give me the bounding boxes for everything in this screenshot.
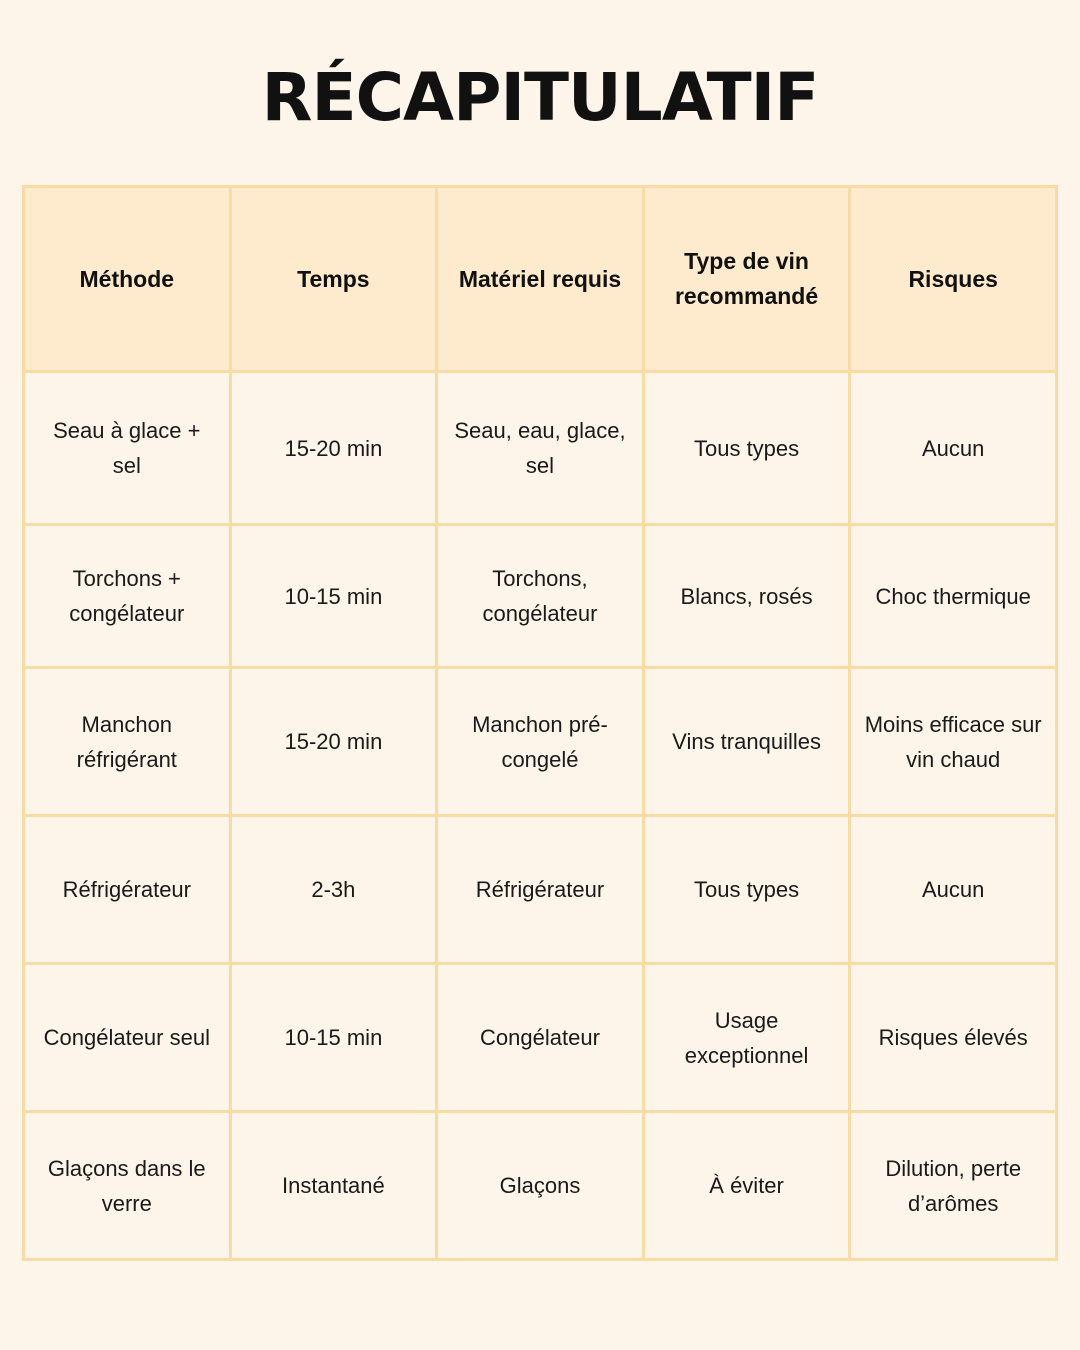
cell-temps: 15-20 min: [230, 372, 437, 525]
table-row: [24, 816, 1057, 964]
cell-materiel: Manchon pré-congelé: [437, 668, 644, 816]
header-temps: Temps: [230, 187, 437, 372]
cell-risques: Moins efficace sur vin chaud: [850, 668, 1057, 816]
cell-type-de-vin: Tous types: [643, 816, 850, 964]
table-row: [24, 1112, 1057, 1260]
cell-type-de-vin: Vins tranquilles: [643, 668, 850, 816]
cell-materiel: Torchons, congélateur: [437, 525, 644, 668]
cell-methode: Réfrigérateur: [24, 816, 231, 964]
cell-risques: Aucun: [850, 816, 1057, 964]
cell-temps: 2-3h: [230, 816, 437, 964]
summary-table: [22, 185, 1058, 1261]
cell-type-de-vin: Tous types: [643, 372, 850, 525]
cell-materiel: Congélateur: [437, 964, 644, 1112]
cell-methode: Glaçons dans le verre: [24, 1112, 231, 1260]
cell-methode: Seau à glace + sel: [24, 372, 231, 525]
cell-materiel: Glaçons: [437, 1112, 644, 1260]
cell-temps: 10-15 min: [230, 964, 437, 1112]
cell-type-de-vin: Blancs, rosés: [643, 525, 850, 668]
header-materiel: Matériel requis: [437, 187, 644, 372]
table-row: [24, 372, 1057, 525]
cell-materiel: Seau, eau, glace, sel: [437, 372, 644, 525]
cell-methode: Torchons + congélateur: [24, 525, 231, 668]
cell-risques: Choc thermique: [850, 525, 1057, 668]
cell-methode: Congélateur seul: [24, 964, 231, 1112]
header-row: [24, 187, 1057, 372]
cell-materiel: Réfrigérateur: [437, 816, 644, 964]
table-row: [24, 668, 1057, 816]
cell-temps: 15-20 min: [230, 668, 437, 816]
header-methode: Méthode: [24, 187, 231, 372]
cell-temps: 10-15 min: [230, 525, 437, 668]
cell-methode: Manchon réfrigérant: [24, 668, 231, 816]
cell-risques: Dilution, perte d’arômes: [850, 1112, 1057, 1260]
table-row: [24, 964, 1057, 1112]
cell-temps: Instantané: [230, 1112, 437, 1260]
cell-risques: Aucun: [850, 372, 1057, 525]
cell-type-de-vin: Usage exceptionnel: [643, 964, 850, 1112]
page-title: RÉCAPITULATIF: [261, 59, 819, 136]
header-risques: Risques: [850, 187, 1057, 372]
cell-risques: Risques élevés: [850, 964, 1057, 1112]
header-type-de-vin: Type de vin recommandé: [643, 187, 850, 372]
table-row: [24, 525, 1057, 668]
cell-type-de-vin: À éviter: [643, 1112, 850, 1260]
